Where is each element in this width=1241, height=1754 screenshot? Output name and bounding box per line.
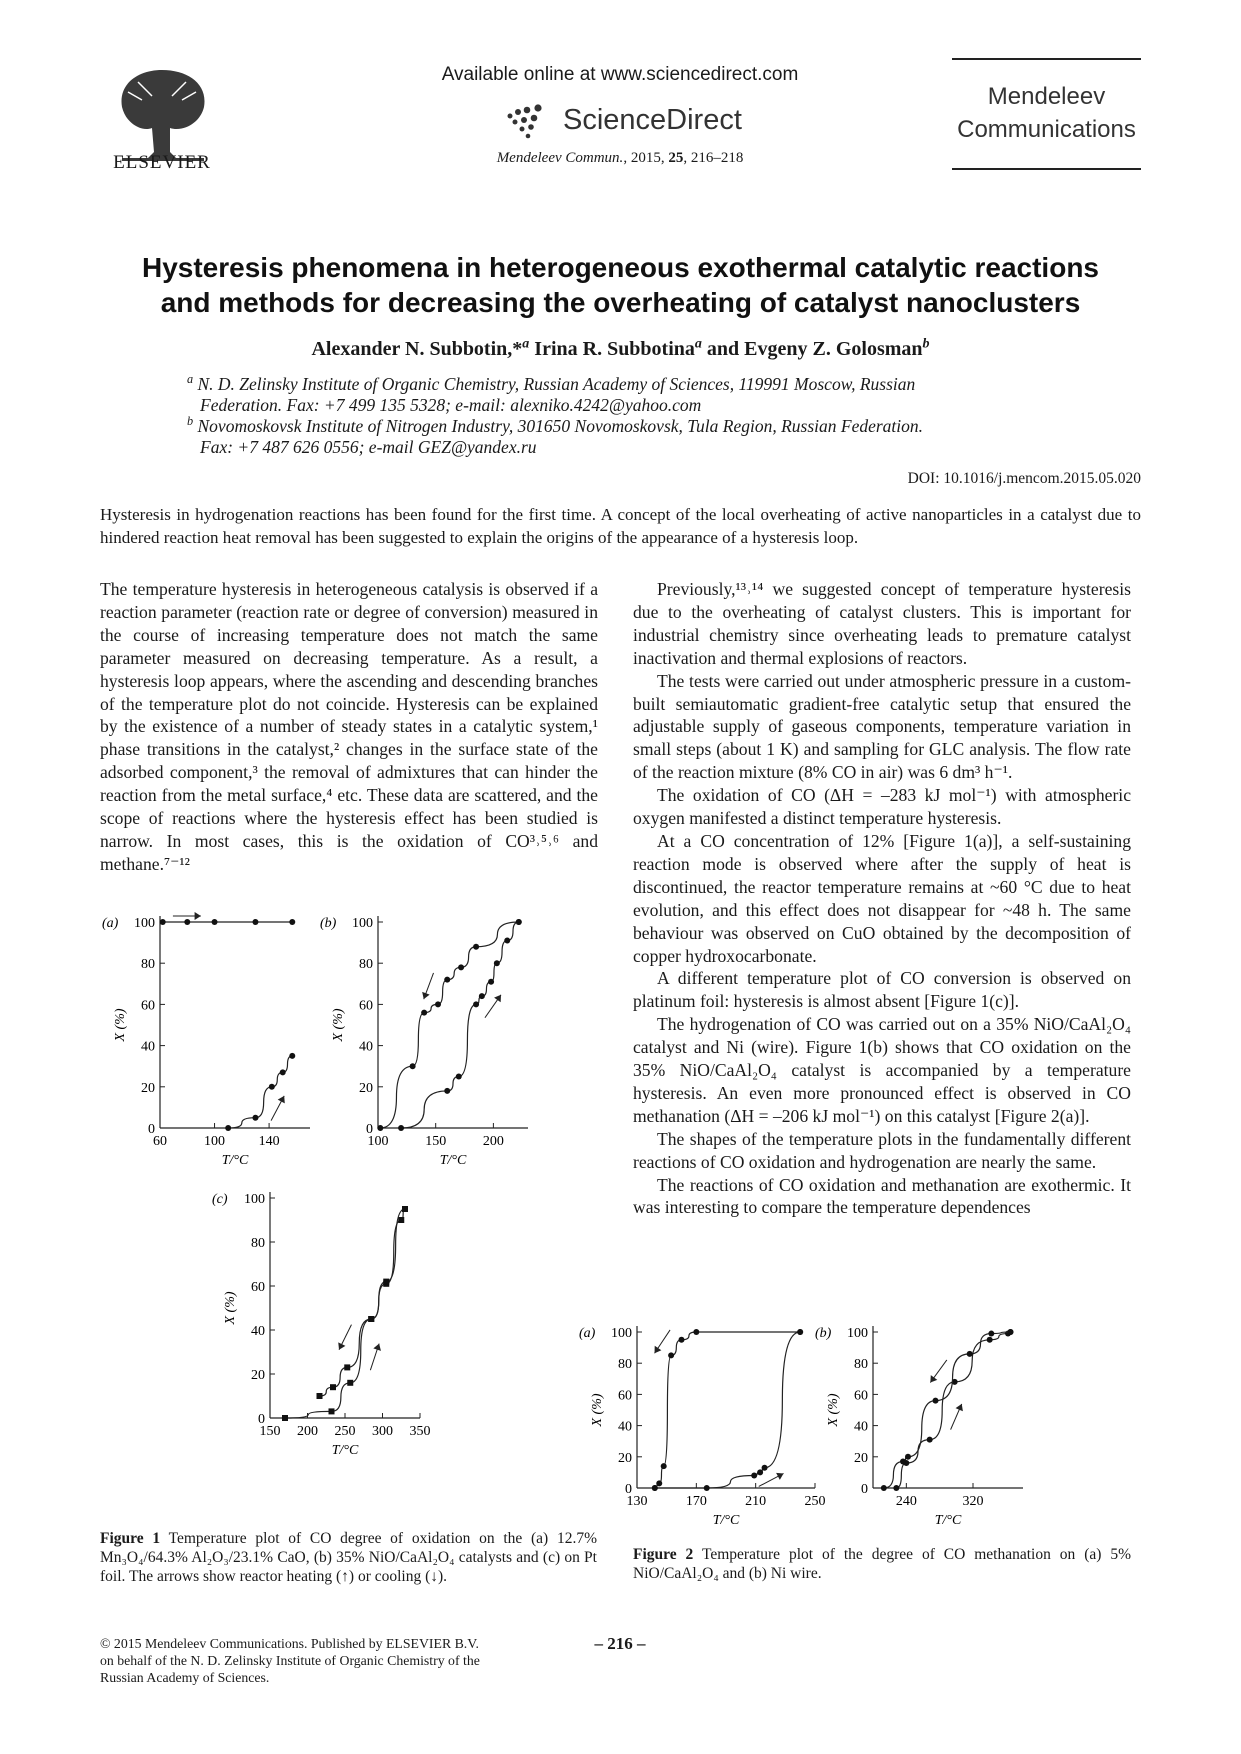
figure-1	[100, 900, 600, 1510]
data-point	[679, 1337, 685, 1343]
series-line	[380, 922, 518, 1128]
data-point	[368, 1316, 374, 1322]
data-point	[652, 1485, 658, 1491]
series-line	[228, 1056, 292, 1128]
data-point	[900, 1458, 906, 1464]
x-tick-label: 100	[204, 1134, 226, 1149]
data-point	[988, 1331, 994, 1337]
abstract: Hysteresis in hydrogenation reactions has been found for the first time. A concept of the local overheating of active nanoparticles in a catalyst due to hindered reaction heat removal has been suggested to explain the origins of the appearance of a hysteresis loop.	[100, 505, 1141, 547]
y-tick-label: 40	[251, 1324, 265, 1339]
y-tick-label: 20	[854, 1450, 868, 1466]
y-tick-label: 60	[141, 998, 155, 1014]
data-point	[377, 1125, 383, 1131]
y-tick-label: 60	[359, 998, 373, 1014]
y-axis-label: X (%)	[331, 1008, 346, 1042]
series-line	[896, 1332, 1010, 1488]
data-point	[488, 979, 494, 985]
data-point	[289, 919, 295, 925]
publisher-name: ELSEVIER	[113, 152, 211, 173]
journal-name-box: Mendeleev Communications	[952, 58, 1141, 170]
data-point	[757, 1469, 763, 1475]
x-tick-label: 300	[372, 1424, 393, 1439]
y-tick-label: 100	[611, 1326, 632, 1341]
data-point	[881, 1485, 887, 1491]
figure-2	[579, 1318, 1143, 1543]
author-list: Alexander N. Subbotin,*$^a$ Irina R. Subbotina$^a$ and Evgeny Z. Golosman$^b$	[311, 336, 930, 360]
y-tick-label: 40	[618, 1419, 632, 1435]
figure-2-caption: Figure 2 Temperature plot of the degree of CO methanation on (a) 5% NiO/CaAl₂O₄ and (b) Ni wire.	[633, 1546, 1132, 1582]
x-tick-label: 200	[482, 1134, 504, 1149]
x-tick-label: 240	[895, 1494, 917, 1509]
series-line	[655, 1332, 800, 1488]
y-tick-label: 20	[618, 1450, 632, 1466]
data-point	[444, 977, 450, 983]
data-point	[668, 1352, 674, 1358]
arrow-head	[655, 1346, 662, 1353]
paragraph: The hydrogenation of CO was carried out on a 35% NiO/CaAl₂O₄ catalyst and Ni (wire). Figure 1(b) shows that CO oxidation on the 35% NiO/CaAl₂O₄ catalyst is accompanied by a temperature hysteresis. An even more pronounced effect is observed in CO methanation (ΔH = –206 kJ mol⁻¹) on this catalyst [Figure 2(a)].	[633, 1014, 1131, 1126]
y-tick-label: 0	[366, 1122, 373, 1137]
data-point	[383, 1279, 389, 1285]
y-tick-label: 80	[618, 1357, 632, 1373]
y-tick-label: 20	[359, 1080, 373, 1096]
y-tick-label: 40	[141, 1039, 155, 1055]
data-point	[933, 1398, 939, 1404]
data-point	[282, 1415, 288, 1421]
available-online-text: Available online at www.sciencedirect.com	[441, 64, 799, 85]
arrow-head	[930, 1375, 937, 1382]
data-point	[494, 960, 500, 966]
x-axis-label: T/°C	[331, 1443, 359, 1458]
x-tick-label: 100	[367, 1134, 389, 1149]
data-point	[967, 1351, 973, 1357]
data-point	[289, 1053, 295, 1059]
y-tick-label: 20	[251, 1368, 265, 1383]
data-point	[269, 1084, 275, 1090]
data-point	[656, 1480, 662, 1486]
paragraph: The temperature hysteresis in heterogeneous catalysis is observed if a reaction parameter (reaction rate or degree of conversion) measured in the course of increasing temperature does not match the same parameter measured on decreasing temperature. As a result, a hysteresis loop appears, where the ascending and descending branches of the temperature plot do not coincide. Hysteresis can be explained by the existence of a number of steady states in a catalytic system,¹ phase transitions in the catalyst,² changes in the surface state of the adsorbed component,³ the removal of admixtures that can hinder the reaction from the metal surface,⁴ etc. These data are scattered, and the scope of reactions where the hysteresis effect has been studied is narrow. In most cases, this is the oxidation of CO³˒⁵˒⁶ and methane.⁷⁻¹²	[100, 579, 598, 874]
data-point	[160, 919, 166, 925]
y-axis-label: X (%)	[113, 1008, 128, 1042]
data-point	[344, 1364, 350, 1370]
paragraph: At a CO concentration of 12% [Figure 1(a)], a self-sustaining reaction mode is observed where after the supply of heat is discontinued, the reactor temperature remains at ~60 °C due to heat evolution, and this effect does not disappear for ~48 h. The same behaviour was observed on CuO obtained by the decomposition of copper hydroxocarbonate.	[633, 830, 1131, 966]
data-point	[762, 1465, 768, 1471]
y-tick-label: 20	[141, 1080, 155, 1096]
data-point	[693, 1329, 699, 1335]
arrow-head	[195, 912, 201, 920]
data-point	[398, 1217, 404, 1223]
data-point	[225, 1125, 231, 1131]
data-point	[330, 1384, 336, 1390]
paragraph: The tests were carried out under atmospheric pressure in a custom-built semiautomatic gradient-free catalytic setup that ensured the adjustable supply of gaseous components, temperature variation in small steps (about 1 K) and sampling for GLC analysis. The flow rate of the reaction mixture (8% CO in air) was 6 dm³ h⁻¹.	[633, 670, 1131, 783]
x-tick-label: 250	[334, 1424, 356, 1439]
figure-1-caption: Figure 1 Temperature plot of CO degree of oxidation on the (a) 12.7% Mn₃O₄/64.3% Al₂O₃/23.1% CaO, (b) 35% NiO/CaAl₂O₄ catalysts and (c) on Pt foil. The arrows show reactor heating (↑) or cooling (↓).	[100, 1530, 597, 1585]
chart-panel	[102, 912, 310, 1168]
panel-label: (a)	[102, 916, 119, 931]
series-line	[655, 1332, 800, 1488]
data-point	[1008, 1329, 1014, 1335]
data-point	[347, 1380, 353, 1386]
data-point	[893, 1485, 899, 1491]
data-point	[421, 1010, 427, 1016]
y-tick-label: 60	[854, 1388, 868, 1404]
article-title: Hysteresis phenomena in heterogeneous exothermal catalytic reactions and methods for decreasing the overheating of catalyst nanoclusters	[141, 252, 1099, 318]
data-point	[252, 919, 258, 925]
x-tick-label: 350	[409, 1424, 431, 1439]
y-tick-label: 80	[141, 957, 155, 973]
chart-panel	[579, 1326, 826, 1528]
data-point	[927, 1437, 933, 1443]
x-tick-label: 170	[685, 1494, 707, 1509]
y-tick-label: 100	[134, 916, 155, 931]
x-tick-label: 250	[804, 1494, 826, 1509]
data-point	[479, 993, 485, 999]
y-tick-label: 40	[854, 1419, 868, 1435]
y-axis-label: X (%)	[223, 1291, 238, 1325]
data-point	[317, 1393, 323, 1399]
chart-panel	[320, 916, 528, 1168]
data-point	[504, 938, 510, 944]
x-axis-label: T/°C	[934, 1513, 962, 1528]
paragraph: A different temperature plot of CO conversion is observed on platinum foil: hysteresis is almost absent [Figure 1(c)].	[633, 968, 1131, 1012]
series-line	[285, 1209, 405, 1418]
x-axis-label: T/°C	[439, 1153, 467, 1168]
y-axis-label: X (%)	[590, 1393, 605, 1427]
x-tick-label: 210	[745, 1494, 767, 1509]
y-tick-label: 0	[625, 1482, 632, 1497]
x-axis-label: T/°C	[712, 1513, 740, 1528]
panel-label: (a)	[579, 1326, 596, 1341]
copyright-notice: © 2015 Mendeleev Communications. Published by ELSEVIER B.V. on behalf of the N. D. Zelinsky Institute of Organic Chemistry of the Russian Academy of Sciences.	[100, 1636, 480, 1685]
data-point	[444, 1088, 450, 1094]
data-point	[473, 1001, 479, 1007]
x-tick-label: 150	[259, 1424, 281, 1439]
y-tick-label: 60	[251, 1280, 265, 1295]
paragraph: The shapes of the temperature plots in the fundamentally different reactions of CO oxidation and hydrogenation are nearly the same.	[633, 1128, 1131, 1172]
data-point	[329, 1408, 335, 1414]
paragraph: The oxidation of CO (ΔH = –283 kJ mol⁻¹) with atmospheric oxygen manifested a distinct temperature hysteresis.	[633, 785, 1131, 829]
data-point	[184, 919, 190, 925]
data-point	[280, 1069, 286, 1075]
x-tick-label: 130	[626, 1494, 648, 1509]
x-tick-label: 320	[962, 1494, 984, 1509]
y-tick-label: 0	[258, 1412, 265, 1427]
data-point	[905, 1454, 911, 1460]
page-number: – 216 –	[594, 1634, 646, 1653]
body-column-right	[633, 578, 1131, 1219]
x-tick-label: 60	[153, 1134, 167, 1149]
arrow-head	[494, 995, 501, 1002]
data-point	[704, 1485, 710, 1491]
data-point	[398, 1125, 404, 1131]
data-point	[435, 1001, 441, 1007]
data-point	[661, 1463, 667, 1469]
doi: DOI: 10.1016/j.mencom.2015.05.020	[907, 470, 1141, 487]
y-tick-label: 80	[359, 957, 373, 973]
data-point	[987, 1337, 993, 1343]
y-tick-label: 40	[359, 1039, 373, 1055]
data-point	[473, 944, 479, 950]
chart-panel	[815, 1326, 1023, 1528]
sciencedirect-wordmark: ScienceDirect	[563, 104, 742, 136]
data-point	[212, 919, 218, 925]
chart-panel	[212, 1192, 431, 1458]
y-tick-label: 100	[352, 916, 373, 931]
x-tick-label: 150	[425, 1134, 447, 1149]
x-axis-label: T/°C	[221, 1153, 249, 1168]
body-column-left	[100, 578, 598, 876]
paragraph: Previously,¹³˒¹⁴ we suggested concept of temperature hysteresis due to the overheating of catalyst clusters. This is important for industrial chemistry since overheating leads to premature catalyst inactivation and thermal explosions of reactors.	[633, 579, 1131, 668]
data-point	[402, 1206, 408, 1212]
data-point	[458, 964, 464, 970]
data-point	[410, 1063, 416, 1069]
panel-label: (b)	[815, 1326, 832, 1341]
paragraph: The reactions of CO oxidation and methanation are exothermic. It was interesting to compare the temperature dependences	[633, 1174, 1131, 1218]
series-line	[320, 1209, 406, 1396]
citation-line: Mendeleev Commun., 2015, 25, 216–218	[496, 150, 744, 166]
panel-label: (b)	[320, 916, 337, 931]
y-axis-label: X (%)	[826, 1393, 841, 1427]
data-point	[456, 1074, 462, 1080]
y-tick-label: 80	[251, 1236, 265, 1251]
y-tick-label: 100	[244, 1192, 265, 1207]
data-point	[516, 919, 522, 925]
x-tick-label: 200	[297, 1424, 318, 1439]
y-tick-label: 0	[148, 1122, 155, 1137]
data-point	[797, 1329, 803, 1335]
data-point	[751, 1473, 757, 1479]
data-point	[252, 1115, 258, 1121]
panel-label: (c)	[212, 1192, 228, 1207]
x-tick-label: 140	[258, 1134, 280, 1149]
y-tick-label: 60	[618, 1388, 632, 1404]
y-tick-label: 100	[847, 1326, 868, 1341]
affiliations: $^a$ N. D. Zelinsky Institute of Organic Chemistry, Russian Academy of Sciences, 119991 Moscow, Russian Federation. Fax: +7 499 135 5328; e-mail: alexniko.4242@yahoo.com $^b$ Novomoskovsk Institute of Nitrogen Industry, 301650 Novomoskovsk, Tula Region, Russian Federation. Fax: +7 487 626 0556; e-mail GEZ@yandex.ru	[187, 372, 924, 457]
y-tick-label: 0	[861, 1482, 868, 1497]
y-tick-label: 80	[854, 1357, 868, 1373]
